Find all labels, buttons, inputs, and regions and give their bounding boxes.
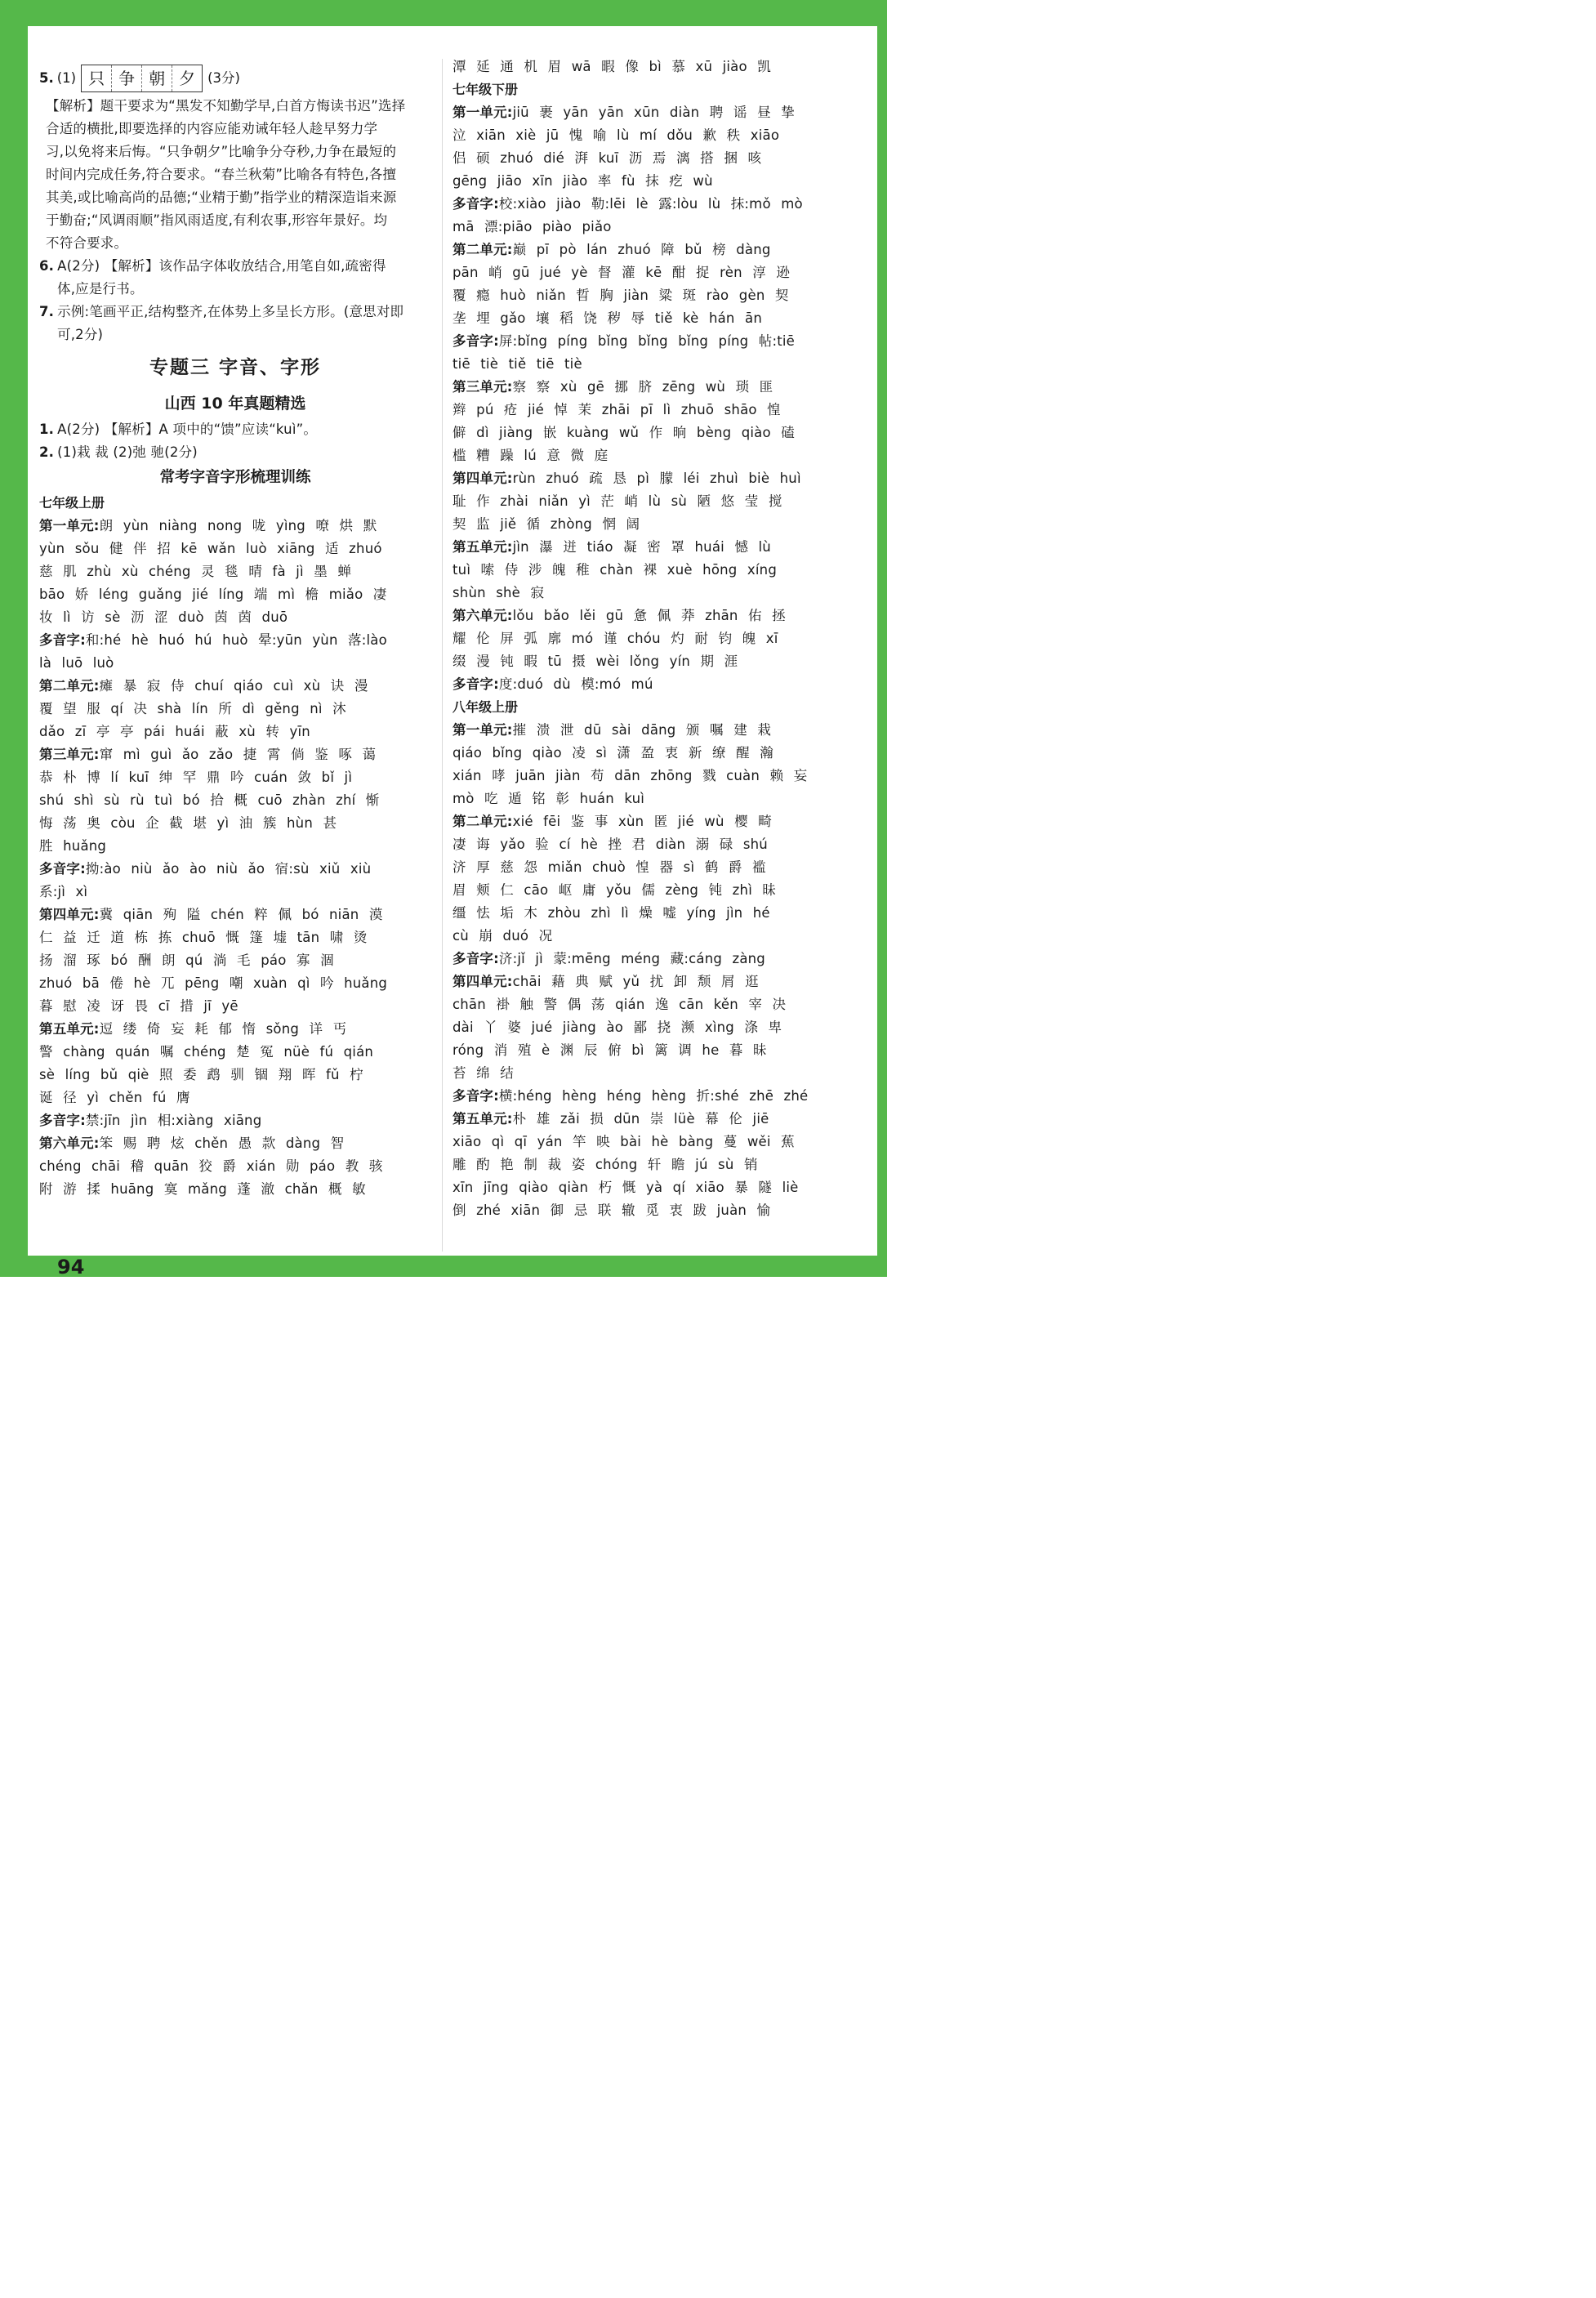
q5-part: (1) — [56, 70, 77, 86]
unit-label: 多音字: — [452, 676, 499, 692]
text-line: 【解析】题干要求为“黑发不知勤学早,白首方悔读书迟”选择 — [46, 98, 406, 114]
pinyin-line — [452, 971, 845, 993]
grade-heading: 七年级下册 — [452, 82, 519, 97]
unit-label: 第四单元: — [39, 907, 100, 922]
pinyin-text: gēng jiāo xīn jiào 率 fù 抹 疙 wù — [452, 173, 713, 189]
pinyin-text: jiū 裹 yān yān xūn diàn 聘 谣 昼 挚 — [512, 105, 795, 120]
pinyin-text: róng 消 殖 è 渊 辰 俯 bì 篱 调 he 暮 昧 — [452, 1042, 767, 1058]
answer-grid — [81, 65, 203, 92]
pinyin-text: 悔 荡 奥 còu 企 截 堪 yì 油 簇 hùn 甚 — [39, 815, 337, 831]
q5-analysis — [39, 95, 431, 255]
pinyin-text: 缀 漫 钝 暇 tū 摄 wèi lǒng yín 期 涯 — [452, 654, 738, 669]
pinyin-text: zhuó bā 倦 hè 兀 pēng 嘲 xuàn qì 吟 huǎng — [39, 975, 388, 991]
pinyin-line — [39, 904, 431, 926]
pinyin-text: 暮 慰 凌 讶 畏 cī 措 jī yē — [39, 998, 239, 1014]
unit-label: 第四单元: — [452, 471, 513, 486]
pinyin-text: 妆 lì 访 sè 沥 涩 duò 茵 茵 duō — [39, 609, 288, 625]
pinyin-line — [452, 147, 845, 170]
pinyin-text: xīn jīng qiào qiàn 朽 慨 yà qí xiāo 暴 隧 liè — [452, 1180, 799, 1195]
pinyin-line — [452, 765, 845, 788]
right-column — [452, 56, 845, 1222]
answer-char: 夕 — [179, 69, 196, 88]
pinyin-text: sè líng bǔ qiè 照 委 鹉 驯 锢 翔 晖 fǔ 柠 — [39, 1067, 363, 1082]
pinyin-text: 横:héng hèng héng hèng 折:shé zhē zhé — [498, 1088, 809, 1104]
unit-label: 多音字: — [39, 632, 86, 648]
left-column — [39, 62, 431, 1201]
question-7: 7. 示例:笔画平正,结构整齐,在体势上多呈长方形。(意思对即 — [39, 304, 404, 319]
pinyin-line — [39, 652, 431, 675]
pinyin-line — [452, 1108, 845, 1131]
pinyin-text: 契 监 jiě 循 zhòng 惘 阔 — [452, 516, 640, 532]
pinyin-text: xiāo qì qī yán 竿 映 bài hè bàng 蔓 wěi 蕉 — [452, 1134, 795, 1149]
pinyin-line — [39, 675, 431, 698]
pinyin-line — [452, 1176, 845, 1199]
pinyin-line — [452, 1153, 845, 1176]
text-line: 潭 延 通 机 眉 wā 暇 像 bì 慕 xū jiào 凯 — [452, 59, 771, 74]
unit-label: 第二单元: — [452, 242, 513, 257]
pinyin-text: rùn zhuó 疏 恳 pì 朦 léi zhuì biè huì — [512, 471, 801, 486]
pinyin-text: 警 chàng quán 嘱 chéng 楚 冤 nüè fú qián — [39, 1044, 374, 1060]
pinyin-line — [452, 1062, 845, 1085]
pinyin-line — [452, 948, 845, 971]
pinyin-text: jìn 瀑 迸 tiáo 凝 密 罩 huái 憾 lù — [512, 539, 771, 555]
pinyin-line — [39, 538, 431, 560]
pinyin-line — [39, 1064, 431, 1087]
grade-heading: 七年级上册 — [39, 495, 105, 511]
right-pinyin-list-a — [452, 101, 845, 696]
pinyin-line — [452, 650, 845, 673]
pinyin-text: lǒu bǎo lěi gū 惫 佩 莽 zhān 佑 拯 — [512, 608, 786, 623]
unit-label: 第三单元: — [452, 379, 513, 395]
q5-score: (3分) — [207, 70, 240, 86]
page — [0, 0, 887, 1277]
pinyin-text: 凄 诲 yǎo 验 cí hè 挫 君 diàn 溺 碌 shú — [452, 837, 768, 852]
pinyin-line — [452, 1016, 845, 1039]
pinyin-line — [39, 881, 431, 904]
pinyin-line — [452, 902, 845, 925]
question-5: 5. (1) 只 争 朝 夕 (3分) — [39, 62, 431, 95]
pinyin-line — [452, 673, 845, 696]
pinyin-line — [39, 698, 431, 721]
pinyin-text: 恭 朴 博 lí kuī 绅 罕 鼎 吟 cuán 敛 bǐ jì — [39, 770, 353, 785]
pinyin-text: chān 褂 触 警 偶 荡 qián 逸 cān kěn 宰 决 — [452, 997, 787, 1012]
pinyin-text: 胜 huǎng — [39, 838, 107, 854]
unit-label: 第三单元: — [39, 747, 100, 762]
pinyin-text: 察 察 xù gē 挪 脐 zēng wù 琐 匪 — [512, 379, 773, 395]
text-line: 习,以免将来后悔。“只争朝夕”比喻争分夺秒,力争在最短的 — [46, 144, 397, 159]
answer-char: 朝 — [142, 65, 172, 91]
pinyin-text: 朗 yùn niàng nong 咙 yìng 嘹 烘 默 — [99, 518, 377, 533]
pinyin-text: 覆 瘾 huò niǎn 晢 胸 jiàn 粱 斑 rào gèn 契 — [452, 288, 789, 303]
pinyin-line — [39, 583, 431, 606]
pinyin-line — [452, 833, 845, 856]
pinyin-text: shú shì sù rù tuì bó 拾 概 cuō zhàn zhí 惭 — [39, 792, 380, 808]
pinyin-line — [452, 101, 845, 124]
pinyin-text: chéng chāi 稽 quān 狡 爵 xián 勋 páo 教 骇 — [39, 1158, 383, 1174]
pinyin-line — [452, 559, 845, 582]
text-line: 于勤奋;“风调雨顺”指风雨适度,有利农事,形容年景好。均 — [46, 212, 388, 228]
pinyin-text: 朴 雄 zǎi 损 dūn 崇 lüè 幕 伦 jiē — [512, 1111, 769, 1127]
pinyin-text: 笨 赐 聘 炫 chěn 愚 款 dàng 智 — [99, 1136, 345, 1151]
unit-label: 第六单元: — [452, 608, 513, 623]
zhenti-2: 2. (1)栽 裁 (2)弛 驰(2分) — [39, 444, 198, 460]
pinyin-line — [452, 1131, 845, 1153]
pinyin-line — [39, 789, 431, 812]
pinyin-line — [39, 858, 431, 881]
text-line: 体,应是行书。 — [57, 281, 144, 297]
pinyin-text: 拗:ào niù ǎo ào niù ǎo 宿:sù xiǔ xiù — [85, 861, 372, 877]
pinyin-line — [452, 605, 845, 627]
pinyin-line — [452, 810, 845, 833]
pinyin-text: dài 丫 婆 jué jiàng ào 鄙 挠 濒 xìng 涤 卑 — [452, 1020, 782, 1035]
pinyin-text: 附 游 揉 huāng 寞 mǎng 蓬 澈 chǎn 概 敏 — [39, 1181, 366, 1197]
pinyin-line — [39, 721, 431, 743]
pinyin-text: 慈 肌 zhù xù chéng 灵 毯 晴 fà jì 墨 蝉 — [39, 564, 352, 579]
text-line: 合适的横批,即要选择的内容应能劝诫年轻人趁早努力学 — [46, 121, 378, 136]
pinyin-text: 辫 pú 疮 jié 悼 茉 zhāi pī lì zhuō shāo 惶 — [452, 402, 781, 417]
pinyin-text: 倒 zhé xiān 御 忌 联 辙 觅 衷 跋 juàn 愉 — [452, 1203, 771, 1218]
pinyin-line — [452, 536, 845, 559]
unit-label: 第五单元: — [452, 1111, 513, 1127]
answer-char: 只 — [82, 65, 112, 91]
text-line: 时间内完成任务,符合要求。“春兰秋菊”比喻各有特色,各擅 — [46, 167, 397, 182]
pinyin-line — [452, 170, 845, 193]
pinyin-line — [39, 629, 431, 652]
pinyin-line — [452, 422, 845, 444]
pinyin-text: 仁 益 迁 道 栋 拣 chuō 慨 篷 墟 tān 啸 烫 — [39, 930, 368, 945]
pinyin-line — [452, 925, 845, 948]
pinyin-text: 瘫 暴 寂 侍 chuí qiáo cuì xù 诀 漫 — [99, 678, 368, 694]
page-number: 94 — [57, 1256, 85, 1278]
unit-label: 第一单元: — [452, 105, 513, 120]
pinyin-line — [452, 742, 845, 765]
unit-label: 第五单元: — [39, 1021, 100, 1037]
pinyin-line — [452, 490, 845, 513]
pinyin-text: shùn shè 寂 — [452, 585, 545, 600]
pinyin-line — [452, 582, 845, 605]
pinyin-line — [452, 719, 845, 742]
pinyin-text: 覆 望 服 qí 决 shà lín 所 dì gěng nì 沐 — [39, 701, 346, 716]
pinyin-text: mò 吃 遁 铭 彰 huán kuì — [452, 791, 645, 806]
pinyin-text: 泣 xiān xiè jū 愧 喻 lù mí dǒu 歉 秩 xiāo — [452, 127, 780, 143]
pinyin-line — [39, 1041, 431, 1064]
pinyin-text: tiē tiè tiě tiē tiè — [452, 356, 582, 372]
unit-label: 第五单元: — [452, 539, 513, 555]
training-title: 常考字音字形梳理训练 — [159, 469, 311, 486]
pinyin-text: 和:hé hè huó hú huò 晕:yūn yùn 落:lào — [85, 632, 387, 648]
pinyin-text: bāo 娇 léng guǎng jié líng 端 mì 檐 miǎo 凄 — [39, 587, 387, 602]
pinyin-line — [452, 330, 845, 353]
pinyin-line — [39, 1109, 431, 1132]
pinyin-line — [39, 766, 431, 789]
pinyin-line — [452, 879, 845, 902]
pinyin-line — [452, 467, 845, 490]
pinyin-text: 僻 dì jiàng 嵌 kuàng wǔ 作 晌 bèng qiào 磕 — [452, 425, 795, 440]
pinyin-text: 耻 作 zhài niǎn yì 茫 峭 lù sù 陋 悠 莹 搅 — [452, 493, 782, 509]
text-line: 其美,或比喻高尚的品德;“业精于勤”指学业的精深造诣来源 — [46, 190, 397, 205]
pinyin-text: 摧 溃 泄 dū sài dāng 颁 嘱 建 栽 — [512, 722, 772, 738]
pinyin-text: xié fēi 鉴 事 xùn 匿 jié wù 樱 畸 — [512, 814, 772, 829]
pinyin-text: 禁:jīn jìn 相:xiàng xiāng — [85, 1113, 262, 1128]
pinyin-line — [452, 993, 845, 1016]
pinyin-line — [452, 1085, 845, 1108]
answer-char: 争 — [112, 65, 142, 91]
pinyin-line — [39, 1132, 431, 1155]
pinyin-text: 耀 伦 屏 弧 廓 mó 谨 chóu 灼 耐 钧 魄 xī — [452, 631, 778, 646]
pinyin-text: 度:duó dù 模:mó mú — [498, 676, 653, 692]
pinyin-line — [452, 193, 845, 216]
right-pinyin-list-b — [452, 719, 845, 1222]
subtitle: 山西 10 年真题精选 — [164, 395, 306, 413]
pinyin-line — [452, 1199, 845, 1222]
pinyin-text: chāi 藉 典 赋 yǔ 扰 卸 颓 屑 逛 — [512, 974, 759, 989]
pinyin-text: 缰 怯 垢 木 zhòu zhì lì 燥 嘘 yíng jìn hé — [452, 905, 770, 921]
topic-title: 专题三 字音、字形 — [149, 357, 321, 378]
text-line: 不符合要求。 — [46, 235, 128, 251]
pinyin-text: 逗 缕 倚 妄 耗 郁 惰 sǒng 详 丐 — [99, 1021, 347, 1037]
pinyin-text: 眉 颊 仁 cāo 岖 庸 yǒu 儒 zèng 钝 zhì 昧 — [452, 882, 777, 898]
pinyin-text: 窜 mì guì ǎo zǎo 捷 霄 倘 鉴 啄 蔼 — [99, 747, 377, 762]
pinyin-line — [39, 1178, 431, 1201]
pinyin-line — [452, 239, 845, 261]
pinyin-line — [452, 261, 845, 284]
pinyin-line — [39, 743, 431, 766]
pinyin-line — [452, 1039, 845, 1062]
pinyin-line — [39, 926, 431, 949]
left-pinyin-list — [39, 515, 431, 1201]
unit-label: 多音字: — [452, 196, 499, 212]
pinyin-text: 诞 径 yì chěn fú 膺 — [39, 1090, 190, 1105]
column-divider — [442, 59, 443, 1252]
pinyin-line — [452, 216, 845, 239]
pinyin-line — [452, 513, 845, 536]
question-6: 6. A(2分) 【解析】该作品字体收放结合,用笔自如,疏密得 — [39, 258, 386, 274]
grade-heading: 八年级上册 — [452, 699, 519, 715]
pinyin-line — [452, 627, 845, 650]
unit-label: 多音字: — [39, 861, 86, 877]
pinyin-text: pān 峭 gū jué yè 督 灌 kē 酣 捉 rèn 淳 逊 — [452, 265, 791, 280]
pinyin-text: là luō luò — [39, 655, 114, 671]
pinyin-line — [452, 856, 845, 879]
pinyin-text: yùn sǒu 健 伴 招 kē wǎn luò xiāng 适 zhuó — [39, 541, 382, 556]
pinyin-line — [452, 399, 845, 422]
unit-label: 第四单元: — [452, 974, 513, 989]
pinyin-line — [39, 606, 431, 629]
unit-label: 第一单元: — [452, 722, 513, 738]
pinyin-line — [39, 812, 431, 835]
unit-label: 第二单元: — [452, 814, 513, 829]
unit-label: 第二单元: — [39, 678, 100, 694]
pinyin-line — [452, 284, 845, 307]
pinyin-line — [39, 949, 431, 972]
pinyin-text: 扬 溜 琢 bó 酬 朗 qú 淌 毛 páo 寡 涸 — [39, 953, 334, 968]
pinyin-text: 槛 糟 躁 lú 意 微 庭 — [452, 448, 609, 463]
unit-label: 多音字: — [452, 951, 499, 966]
pinyin-line — [452, 124, 845, 147]
pinyin-line — [452, 444, 845, 467]
pinyin-text: cù 崩 duó 况 — [452, 928, 553, 944]
pinyin-text: 校:xiào jiào 勒:lēi lè 露:lòu lù 抹:mǒ mò — [498, 196, 803, 212]
pinyin-text: mā 漂:piāo piào piǎo — [452, 219, 612, 234]
pinyin-line — [452, 376, 845, 399]
pinyin-line — [39, 1087, 431, 1109]
pinyin-text: 垄 埋 gǎo 壤 稻 饶 秽 辱 tiě kè hán ān — [452, 310, 762, 326]
pinyin-line — [39, 1018, 431, 1041]
pinyin-line — [39, 560, 431, 583]
pinyin-text: 屏:bǐng píng bǐng bǐng bǐng píng 帖:tiē — [498, 333, 796, 349]
pinyin-text: dǎo zī 亭 亭 pái huái 蔽 xù 转 yīn — [39, 724, 310, 739]
pinyin-text: 巅 pī pò lán zhuó 障 bǔ 榜 dàng — [512, 242, 771, 257]
pinyin-text: 系:jì xì — [39, 884, 88, 899]
pinyin-text: tuì 嗦 侍 涉 魄 稚 chàn 裸 xuè hōng xíng — [452, 562, 777, 578]
unit-label: 多音字: — [452, 1088, 499, 1104]
text-line: 可,2分) — [57, 327, 104, 342]
pinyin-line — [39, 972, 431, 995]
pinyin-text: 侣 硕 zhuó dié 湃 kuī 沥 焉 漓 搭 捆 咳 — [452, 150, 762, 166]
pinyin-line — [452, 788, 845, 810]
pinyin-line — [452, 307, 845, 330]
pinyin-text: 济 厚 慈 怨 miǎn chuò 惶 器 sì 鹤 爵 褴 — [452, 859, 766, 875]
unit-label: 多音字: — [452, 333, 499, 349]
page-sheet — [28, 26, 877, 1278]
unit-label: 第一单元: — [39, 518, 100, 533]
pinyin-line — [39, 835, 431, 858]
pinyin-text: qiáo bǐng qiào 凌 sì 潇 盈 衷 新 缭 醒 瀚 — [452, 745, 773, 761]
pinyin-line — [39, 515, 431, 538]
unit-label: 多音字: — [39, 1113, 86, 1128]
pinyin-line — [39, 1155, 431, 1178]
pinyin-text: 冀 qiān 殉 隘 chén 粹 佩 bó niān 漠 — [99, 907, 383, 922]
unit-label: 第六单元: — [39, 1136, 100, 1151]
pinyin-text: xián 哮 juān jiàn 苟 dān zhōng 戮 cuàn 赖 妄 — [452, 768, 808, 783]
pinyin-text: 苔 绵 结 — [452, 1065, 514, 1081]
pinyin-text: 雕 酌 艳 制 裁 姿 chóng 轩 瞻 jú sù 销 — [452, 1157, 758, 1172]
pinyin-line — [452, 353, 845, 376]
pinyin-text: 济:jǐ jì 蒙:mēng méng 藏:cáng zàng — [498, 951, 765, 966]
pinyin-line — [39, 995, 431, 1018]
zhenti-1: 1. A(2分) 【解析】A 项中的“馈”应读“kuì”。 — [39, 422, 318, 437]
